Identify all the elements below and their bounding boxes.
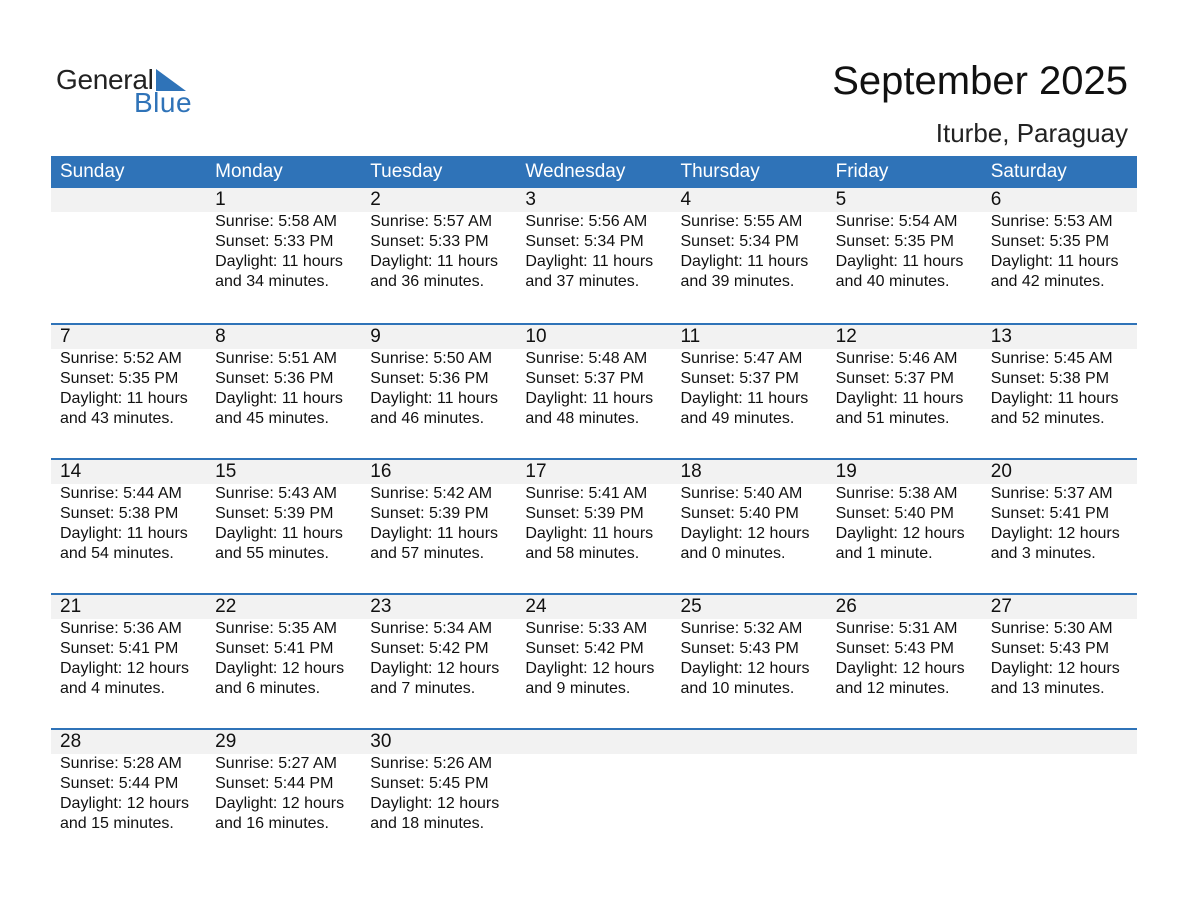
weekday-header-row [51,156,1137,188]
week-cells [51,188,1137,292]
day-cell [51,595,206,699]
day-cell [827,595,982,699]
day-cell [672,188,827,292]
sunrise-text: Sunrise: 5:55 AM [680,213,803,230]
sunrise-text: Sunrise: 5:32 AM [680,620,803,637]
day-cell [516,325,671,429]
day-cell [982,325,1137,429]
daylight-text: Daylight: 11 hours [60,525,188,542]
sunrise-text: Sunrise: 5:43 AM [215,485,337,502]
week-cells [51,325,1137,429]
sunrise-text: Sunrise: 5:46 AM [835,350,958,367]
day-number: 26 [835,596,857,617]
daylight-minutes-text: and 43 minutes. [60,410,174,427]
day-number: 6 [990,189,1002,210]
sunset-text: Sunset: 5:42 PM [370,640,489,657]
sunrise-text: Sunrise: 5:51 AM [215,350,337,367]
sunset-text: Sunset: 5:44 PM [215,775,334,792]
sunset-text: Sunset: 5:38 PM [60,505,179,522]
daylight-text: Daylight: 11 hours [990,253,1119,270]
day-number: 12 [835,326,857,347]
daylight-text: Daylight: 11 hours [370,525,499,542]
sunrise-text: Sunrise: 5:34 AM [370,620,493,637]
empty-day-cell [672,730,827,834]
sunset-text: Sunset: 5:37 PM [835,370,954,387]
weekday-monday: Monday [215,161,283,182]
sunset-text: Sunset: 5:36 PM [370,370,489,387]
daylight-minutes-text: and 55 minutes. [215,545,329,562]
daylight-minutes-text: and 7 minutes. [370,680,476,697]
day-number: 3 [525,189,536,210]
sunset-text: Sunset: 5:43 PM [835,640,954,657]
daylight-minutes-text: and 16 minutes. [215,815,329,832]
day-cell [516,595,671,699]
weeks-container [51,188,1137,863]
day-cell [982,188,1137,292]
day-cell [827,325,982,429]
day-cell [672,325,827,429]
day-number: 11 [680,326,701,347]
day-cell [672,595,827,699]
sunset-text: Sunset: 5:41 PM [215,640,334,657]
day-number: 20 [990,461,1012,482]
generalblue-logo [56,64,206,120]
day-number: 30 [370,731,392,752]
sunset-text: Sunset: 5:34 PM [525,233,644,250]
day-cell [361,460,516,564]
daylight-text: Daylight: 11 hours [835,390,964,407]
sunset-text: Sunset: 5:37 PM [525,370,644,387]
week-row [51,728,1137,863]
day-number: 27 [990,596,1012,617]
day-cell [827,188,982,292]
day-number: 17 [525,461,547,482]
day-cell [206,325,361,429]
daylight-text: Daylight: 11 hours [680,253,809,270]
daylight-text: Daylight: 12 hours [215,795,345,812]
day-cell [982,595,1137,699]
sunrise-text: Sunrise: 5:54 AM [835,213,958,230]
daylight-minutes-text: and 52 minutes. [990,410,1105,427]
daylight-minutes-text: and 49 minutes. [680,410,795,427]
day-cell [516,460,671,564]
sunrise-text: Sunrise: 5:45 AM [990,350,1113,367]
page-title: September 2025 [832,59,1128,103]
daylight-minutes-text: and 48 minutes. [525,410,640,427]
sunrise-text: Sunrise: 5:56 AM [525,213,648,230]
daylight-text: Daylight: 12 hours [990,525,1120,542]
daylight-text: Daylight: 12 hours [60,660,189,677]
day-number: 23 [370,596,392,617]
sunset-text: Sunset: 5:44 PM [60,775,179,792]
day-number: 4 [680,189,692,210]
day-number: 7 [60,326,71,347]
daylight-minutes-text: and 10 minutes. [680,680,795,697]
daylight-minutes-text: and 46 minutes. [370,410,485,427]
daylight-minutes-text: and 37 minutes. [525,273,640,290]
daylight-minutes-text: and 18 minutes. [370,815,485,832]
day-number: 15 [215,461,237,482]
day-cell [206,730,361,834]
logo-text-blue: Blue [134,87,193,118]
daylight-text: Daylight: 11 hours [215,253,343,270]
daylight-text: Daylight: 12 hours [680,660,810,677]
day-number: 8 [215,326,226,347]
daylight-text: Daylight: 11 hours [835,253,964,270]
daylight-text: Daylight: 11 hours [525,253,654,270]
day-number: 13 [990,326,1012,347]
day-cell [361,595,516,699]
daylight-minutes-text: and 42 minutes. [990,273,1105,290]
sunrise-text: Sunrise: 5:27 AM [215,755,337,772]
daylight-minutes-text: and 34 minutes. [215,273,329,290]
day-number: 29 [215,731,237,752]
sunset-text: Sunset: 5:33 PM [215,233,334,250]
sunset-text: Sunset: 5:35 PM [835,233,954,250]
daylight-text: Daylight: 12 hours [370,660,500,677]
day-cell [51,325,206,429]
daylight-text: Daylight: 12 hours [680,525,810,542]
daylight-text: Daylight: 11 hours [370,390,499,407]
daylight-text: Daylight: 12 hours [60,795,189,812]
daylight-minutes-text: and 9 minutes. [525,680,631,697]
sunrise-text: Sunrise: 5:36 AM [60,620,182,637]
daylight-minutes-text: and 6 minutes. [215,680,321,697]
day-cell [361,188,516,292]
sunset-text: Sunset: 5:37 PM [680,370,799,387]
day-number: 10 [525,326,547,347]
sunrise-text: Sunrise: 5:52 AM [60,350,182,367]
day-cell [361,730,516,834]
empty-day-cell [827,730,982,834]
day-cell [982,460,1137,564]
daylight-minutes-text: and 58 minutes. [525,545,640,562]
sunrise-text: Sunrise: 5:42 AM [370,485,493,502]
logo-text-general: General [56,64,154,95]
week-row [51,188,1137,323]
sunset-text: Sunset: 5:45 PM [370,775,489,792]
daylight-minutes-text: and 13 minutes. [990,680,1105,697]
sunset-text: Sunset: 5:35 PM [60,370,179,387]
sunrise-text: Sunrise: 5:28 AM [60,755,182,772]
sunset-text: Sunset: 5:35 PM [990,233,1110,250]
sunrise-text: Sunrise: 5:33 AM [525,620,648,637]
day-cell [206,460,361,564]
day-number: 5 [835,189,847,210]
location-label: Iturbe, Paraguay [935,118,1128,148]
week-cells [51,460,1137,564]
sunrise-text: Sunrise: 5:50 AM [370,350,493,367]
sunrise-text: Sunrise: 5:38 AM [835,485,958,502]
daylight-text: Daylight: 11 hours [990,390,1119,407]
sunset-text: Sunset: 5:36 PM [215,370,334,387]
daylight-minutes-text: and 0 minutes. [680,545,786,562]
daylight-minutes-text: and 45 minutes. [215,410,329,427]
daylight-text: Daylight: 11 hours [215,390,343,407]
day-number: 25 [680,596,702,617]
day-number: 9 [370,326,381,347]
calendar-grid [51,156,1137,863]
daylight-text: Daylight: 11 hours [370,253,499,270]
sunrise-text: Sunrise: 5:44 AM [60,485,182,502]
day-cell [51,730,206,834]
sunrise-text: Sunrise: 5:58 AM [215,213,337,230]
sunset-text: Sunset: 5:40 PM [835,505,954,522]
week-cells [51,595,1137,699]
empty-day-cell [516,730,671,834]
daylight-minutes-text: and 1 minute. [835,545,933,562]
sunrise-text: Sunrise: 5:30 AM [990,620,1113,637]
day-number: 14 [60,461,82,482]
sunset-text: Sunset: 5:34 PM [680,233,799,250]
sunset-text: Sunset: 5:39 PM [370,505,489,522]
daylight-minutes-text: and 54 minutes. [60,545,174,562]
daylight-minutes-text: and 51 minutes. [835,410,950,427]
weekday-sunday: Sunday [60,161,125,182]
daylight-text: Daylight: 12 hours [215,660,345,677]
empty-day-cell [982,730,1137,834]
weekday-friday: Friday [835,161,889,182]
sunrise-text: Sunrise: 5:40 AM [680,485,803,502]
daylight-text: Daylight: 11 hours [680,390,809,407]
empty-day-cell [51,188,206,292]
sunset-text: Sunset: 5:40 PM [680,505,799,522]
daylight-text: Daylight: 11 hours [215,525,343,542]
sunrise-text: Sunrise: 5:26 AM [370,755,493,772]
day-number: 28 [60,731,82,752]
day-number: 19 [835,461,857,482]
sunrise-text: Sunrise: 5:37 AM [990,485,1113,502]
daylight-minutes-text: and 4 minutes. [60,680,165,697]
sunset-text: Sunset: 5:41 PM [60,640,179,657]
sunset-text: Sunset: 5:39 PM [525,505,644,522]
sunset-text: Sunset: 5:38 PM [990,370,1110,387]
day-number: 21 [60,596,82,617]
day-cell [206,188,361,292]
day-cell [51,460,206,564]
daylight-minutes-text: and 36 minutes. [370,273,485,290]
daylight-text: Daylight: 12 hours [835,525,965,542]
week-row [51,593,1137,728]
daylight-text: Daylight: 12 hours [835,660,965,677]
sunrise-text: Sunrise: 5:57 AM [370,213,493,230]
sunrise-text: Sunrise: 5:35 AM [215,620,337,637]
daylight-minutes-text: and 39 minutes. [680,273,795,290]
daylight-text: Daylight: 11 hours [60,390,188,407]
daylight-minutes-text: and 15 minutes. [60,815,174,832]
week-row [51,323,1137,458]
sunrise-text: Sunrise: 5:31 AM [835,620,958,637]
day-cell [672,460,827,564]
sunrise-text: Sunrise: 5:47 AM [680,350,803,367]
day-cell [516,188,671,292]
day-cell [206,595,361,699]
day-number: 24 [525,596,547,617]
sunset-text: Sunset: 5:42 PM [525,640,644,657]
daylight-text: Daylight: 11 hours [525,525,654,542]
day-number: 16 [370,461,392,482]
sunset-text: Sunset: 5:33 PM [370,233,489,250]
day-cell [827,460,982,564]
daylight-minutes-text: and 3 minutes. [990,545,1096,562]
daylight-text: Daylight: 12 hours [990,660,1120,677]
day-number: 2 [370,189,381,210]
day-cell [361,325,516,429]
daylight-minutes-text: and 40 minutes. [835,273,950,290]
day-number: 22 [215,596,237,617]
daylight-text: Daylight: 11 hours [525,390,654,407]
day-number: 1 [215,189,226,210]
sunrise-text: Sunrise: 5:48 AM [525,350,648,367]
sunset-text: Sunset: 5:39 PM [215,505,334,522]
week-cells [51,730,1137,834]
sunset-text: Sunset: 5:43 PM [990,640,1110,657]
sunset-text: Sunset: 5:41 PM [990,505,1110,522]
sunset-text: Sunset: 5:43 PM [680,640,799,657]
daylight-minutes-text: and 12 minutes. [835,680,950,697]
sunrise-text: Sunrise: 5:53 AM [990,213,1113,230]
week-row [51,458,1137,593]
sunrise-text: Sunrise: 5:41 AM [525,485,648,502]
weekday-thursday: Thursday [680,161,760,182]
weekday-wednesday: Wednesday [525,161,626,182]
daylight-minutes-text: and 57 minutes. [370,545,485,562]
day-number: 18 [680,461,702,482]
weekday-tuesday: Tuesday [370,161,443,182]
weekday-saturday: Saturday [990,161,1067,182]
daylight-text: Daylight: 12 hours [525,660,655,677]
daylight-text: Daylight: 12 hours [370,795,500,812]
